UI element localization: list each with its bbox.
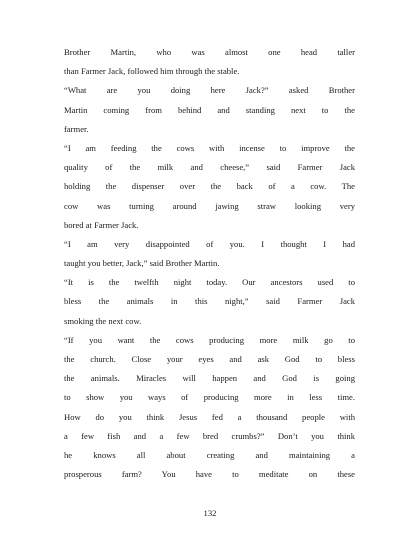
text-line: Brother Martin, who was almost one head taller — [64, 47, 355, 57]
text-line: to show you ways of producing more in less time. — [64, 392, 355, 403]
text-line: smoking the next cow. — [64, 315, 142, 326]
text-line: cow was turning around jawing straw looking very — [64, 200, 355, 211]
text-line: “What are you doing here Jack?” asked Brother — [64, 85, 355, 96]
body-text — [64, 43, 355, 484]
text-line: “I am feeding the cows with incense to improve the — [64, 142, 355, 153]
text-line: a few fish and a few bred crumbs?” Don’t you think — [64, 430, 355, 441]
text-line: he knows all about creating and maintaining a — [64, 449, 355, 460]
text-line: than Farmer Jack, followed him through the stable. — [64, 66, 240, 77]
text-line: the animals. Miracles will happen and God is going — [64, 373, 355, 384]
text-line: the church. Close your eyes and ask God to bless — [64, 354, 355, 364]
text-line: “I am very disappointed of you. I thought I had — [64, 238, 355, 249]
text-line: farmer. — [64, 123, 89, 134]
text-line: “It is the twelfth night today. Our ancestors used to — [64, 277, 355, 288]
page-number: 132 — [203, 508, 217, 518]
text-line: bored at Farmer Jack. — [64, 219, 139, 230]
text-line: How do you think Jesus fed a thousand people with — [64, 411, 355, 422]
text-line: prosperous farm? You have to meditate on these — [64, 469, 355, 480]
text-line: taught you better, Jack,” said Brother Martin. — [64, 258, 220, 269]
text-line: bless the animals in this night,” said Farmer Jack — [64, 296, 355, 307]
text-line: quality of the milk and cheese,” said Farmer Jack — [64, 162, 355, 173]
text-line: “If you want the cows producing more milk go to — [64, 334, 355, 345]
text-line: holding the dispenser over the back of a cow. The — [64, 181, 355, 192]
text-line: Martin coming from behind and standing next to the — [64, 104, 355, 115]
